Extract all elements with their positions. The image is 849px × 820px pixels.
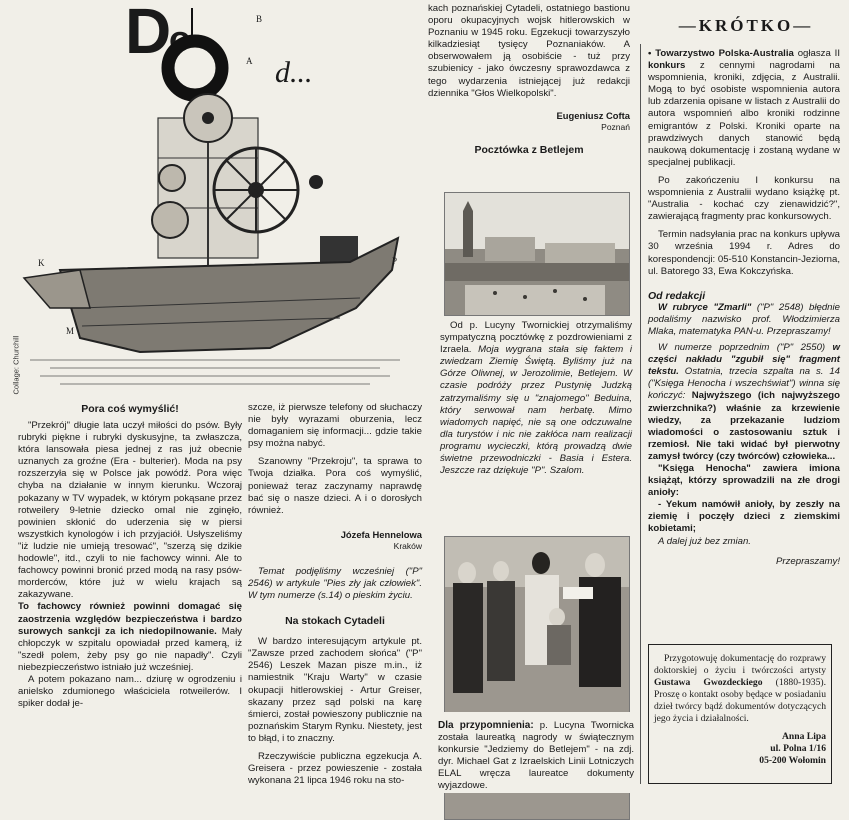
od-redakcji-p2-b: w części nakładu "zgubił się" fragment tekstu. <box>648 342 840 378</box>
krotko-lead: • Towarzystwo Polska-Australia <box>648 48 794 59</box>
column-rule-right <box>640 44 641 784</box>
illustration-credit: Collage: Churchill <box>11 335 21 395</box>
cytadela-signature: Eugeniusz Cofta <box>556 109 630 121</box>
pora-signature: Józefa Hennelowa <box>340 528 422 540</box>
cytadela-headline: Na stokach Cytadeli <box>285 615 385 628</box>
bethlehem-cityscape <box>445 193 629 315</box>
betlejem-plain-text: Od p. Lucyny Twornickiej otrzymaliśmy sympatyczną pocztówkę z pozdrowieniami z Izraela. <box>440 320 632 356</box>
pora-col2-p2: Szanowny "Przekroju", ta sprawa to Twoja działka. Pora coś wymyślić, ponieważ teraz zaczynamy naprawdę bać się o nasze dzieci. A i o dorosłych również. <box>248 456 422 516</box>
cytadela-p3: kach poznańskiej Cytadeli, ostatniego bastionu oporu okupacyjnych wojsk hitlerowskich w Poznaniu w 1945 roku. Egzekucji towarzyszyło kilkadziesiąt tysięcy Poznaniaków. A obserwowałem ją osobiście - tuż przy szubienicy - jako ówczesny sprawozdawca z tego wydarzenia istniejącej już redakcji dziennika "Głos Wielkopolski". <box>428 3 630 99</box>
od-redakcji-p1-c: ("P" 2548) błędnie podaliśmy nazwisko prof. Włodzimierza Mlaka, matematyka PAN-u. Przepraszamy! <box>648 301 840 337</box>
od-redakcji-p2-c: Ostatnia, trzecia szpalta na s. 14 ("Księga Henocha i wszechświat") winna się kończyć: <box>648 366 840 402</box>
od-redakcji-p2-a: W numerze poprzednim ("P" 2550) <box>658 342 833 354</box>
cytadela-signature-city: Poznań <box>601 121 630 132</box>
notice-box <box>648 644 832 784</box>
pora-paragraph-2 <box>18 601 242 674</box>
od-redakcji-sorry: Przepraszamy! <box>776 555 840 567</box>
krotko-p3: Termin nadsyłania prac na konkurs upływa 30 września 1994 r. Adres do korespondencji: 05-510 Konstancin-Jeziorna, ul. Batorego 33, Ewa Kokczyńska. <box>648 229 840 277</box>
clock-ship-collage <box>20 8 420 404</box>
pora-col2 <box>248 402 422 787</box>
krotko-col <box>648 48 840 568</box>
betlejem-paragraph <box>440 320 632 477</box>
ceremony-caption <box>438 712 634 793</box>
caption-rest: p. Lucyna Twornicka została laureatką nagrody w świątecznym konkursie "Jedziemy do Betlejem" - na zdj. dyr. Michael Gat z Izraelskich Linii Lotniczych ELAL wręcza laureatce dokumenty wyjazdowe. <box>438 720 634 792</box>
od-redakcji-p1 <box>648 302 840 338</box>
betlejem-italic-text: Moja wygrana stała się faktem i zwiedzam Ziemię Świętą. Byliśmy już na Górze Oliwnej, w Jerozolimie, Betlejem. W czasie podróży przez Pustynię Judzką zatrzymaliśmy się u "znajomego" Beduina, który serwował nam herbatę. Mimo wiadomych napięć, nie są one odczuwalne dla turystów i nic nie zakłóca nam realizacji programu wycieczki, którą prowadzą dwie świetne przewodniczki - Basia i Estera. Jeszcze raz dziękuje "P". Szalom. <box>440 344 632 477</box>
masthead-big-d: D <box>125 0 172 67</box>
collage-illustration <box>20 8 420 404</box>
krotko-p1 <box>648 48 840 169</box>
cytadela-p2: Rzeczywiście publiczna egzekucja A. Greisera - przez powieszenie - została wykonana 21 lipca 1946 roku na sto- <box>248 750 422 787</box>
pora-col1 <box>18 420 242 710</box>
od-redakcji-p3: "Księga Henocha" zawiera imiona książąt, którzy sprowadzili na złe drogi anioły: <box>648 463 840 499</box>
krotko-p1-b: z cennymi nagrodami na wspomnienia, kroniki, zdjęcia, z Australii. Mogą to być osobiste wspomnienia autora lub zdarzenia opisane w listach z Australii do autora wspomnień albo kroniki rodzinne emigrantów z Polski. Kroniki oparte na prawdziwych danych stanowić będą naukową dokumentację i zostaną wydane w specjalnej publikacji. <box>648 60 840 168</box>
notice-text <box>654 653 826 725</box>
od-redakcji-p1-a: W rubryce <box>658 301 714 313</box>
notice-text-a: Przygotowuję dokumentację do rozprawy doktorskiej o życiu i twórczości artysty <box>654 653 826 676</box>
od-redakcji-p2-d: Najwyższego (ich najwyższego zwierzchnika?) właśnie za krzewienie wiedzy, za przekazanie ludziom wiadomości o zastosowaniu sztuk i rzemiosł. Nie taki widać był pierwotny zamysł twórcy (czy twórców) człowieka... <box>648 390 840 462</box>
letter-k: K <box>38 258 45 268</box>
letter-p: P <box>392 256 398 266</box>
od-redakcji-p2 <box>648 342 840 463</box>
cytadela-p1: W bardzo interesującym artykule pt. "Zawsze przed zachodem słońca" ("P" 2546) Leszek Mazan pisze m.in., iż namiestnik "Kraju Warty" w czasie okupacji hitlerowskiej - Artur Greiser, skazany przez sąd polski na karę śmierci, został powieszony publicznie na poznańskim Starym Rynku. Niestety, jest to błąd, i to znaczny. <box>248 636 422 744</box>
masthead-d-ellipsis: d... <box>275 56 313 89</box>
caption-bold: Dla przypomnienia: <box>438 720 534 731</box>
od-redakcji-p1-b: "Zmarli" <box>713 301 752 313</box>
krotko-p1-a: ogłasza II <box>793 48 840 59</box>
pora-editor-note: Temat podjęliśmy wcześniej ("P" 2546) w artykule "Pies zły jak człowiek". W tym numerze (s.14) o pieskim życiu. <box>248 565 422 602</box>
pora-headline: Pora coś wymyślić! <box>81 403 179 415</box>
notice-sig-street: ul. Polna 1/16 <box>770 743 826 754</box>
pora-paragraph-3: A potem pokazano nam... dziurę w ogrodzeniu i anielsko zdumionego właściciela rotweilerów. I spiker dodał je- <box>18 673 242 710</box>
betlejem-text <box>440 320 632 477</box>
letter-b: B <box>256 14 263 24</box>
notice-artist-name: Gustawa Gwozdeckiego <box>654 677 763 688</box>
letter-m: M <box>66 326 75 336</box>
pora-signature-city: Kraków <box>393 540 422 551</box>
krotko-title: —KRÓTKO— <box>678 16 814 35</box>
od-redakcji-headline: Od redakcji <box>648 289 706 302</box>
od-redakcji-p4: - Yekum namówił anioły, by zeszły na ziemię i poczęły dzieci z ziemskimi kobietami; <box>648 499 840 535</box>
pora-cont-text: Mały chłopczyk w szpitalu opowiadał przed kamerą, iż "szedł polem, żeby psy go nie napadły". Czyli niebezpieczeństwo istniało już wcześniej. <box>18 625 243 673</box>
bethlehem-photo <box>444 192 630 316</box>
krotko-konkurs: konkurs <box>648 60 686 72</box>
masthead-o-small: o <box>169 18 191 59</box>
masthead-i-small: i <box>221 52 227 74</box>
od-redakcji-p5: A dalej już bez zmian. <box>658 535 751 547</box>
notice-sig-name: Anna Lipa <box>782 731 826 742</box>
letter-a: A <box>246 56 253 66</box>
krotko-p2: Po zakończeniu I konkursu na wspomnienia z Australii wydano książkę pt. "Australia - kochać czy zienawidzić?", zawierającą fragmenty prac konkursowych. <box>648 174 840 223</box>
betlejem-headline: Pocztówka z Betlejem <box>474 143 584 156</box>
notice-sig-city: 05-200 Wołomin <box>759 755 826 766</box>
pora-paragraph-1: "Przekrój" długie lata uczył miłości do psów. Były rubryki piękne i rubryki dyskusyjne, ta zwłaszcza, która lansowała piesa jednej z ras już obecnie uznanych za groźne (Era - bulterier). Moda na psy rozszerzyła się w Polsce jak powódź. Pora więc chyba na działanie w innym kierunku. Wczoraj pokazany w TV wypadek, w którym pokąsane przez rotweilery 9-letnie dziecko omal nie zginęło, powinien skłonić do uderzenia się w piersi wszystkich kynologów i ich przyjaciół. Usłyszeliśmy "iż ludzie nie umieją tresować", "szerzą się dzikie hodowle", itd., czyli to nie fachowcy winni. Ale to fachowcy powinni bronić przed modą na rasy psów-morderców, które już w wielu krajach są zakazywane. <box>18 420 242 601</box>
pora-col2-p1: szcze, iż pierwsze telefony od słuchaczy nie były wyrazami oburzenia, lecz domaganiem się informacji... gdzie takie psy można nabyć. <box>248 402 422 450</box>
caption-paragraph <box>438 720 634 793</box>
middle-col <box>428 3 630 157</box>
notice-text-b: (1880-1935). Proszę o kontakt osoby będące w posiadaniu dzieł twórcy bądź dokumentów dotyczących jego życia i działalności. <box>654 677 826 724</box>
pora-bold-text: To fachowcy również powinni domagać się zaostrzenia względów bezpieczeństwa i bardzo surowych sankcji za ich niedopilnowanie. <box>18 601 242 637</box>
